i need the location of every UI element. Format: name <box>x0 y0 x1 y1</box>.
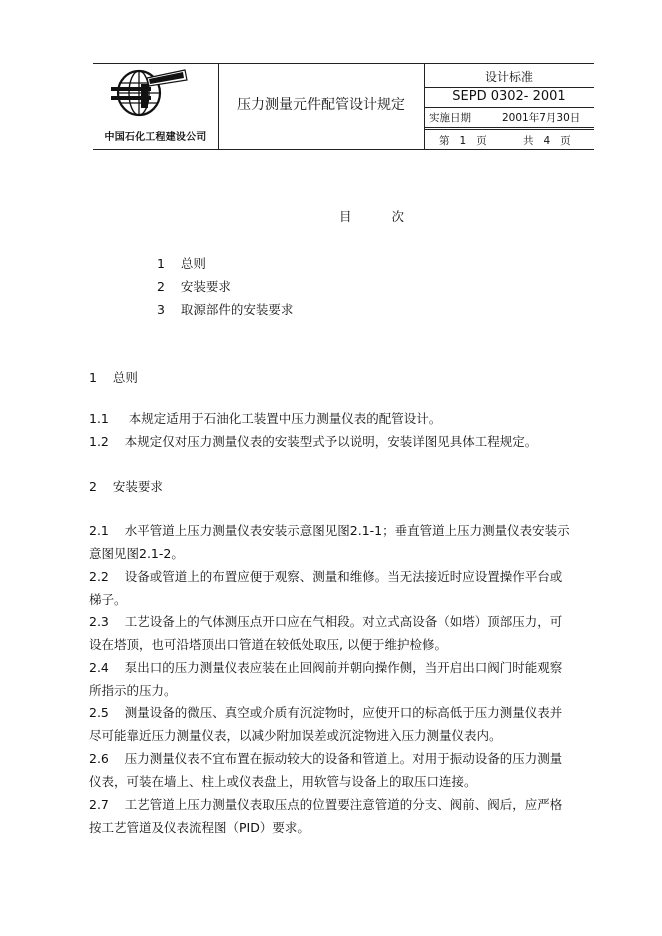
paragraph-line: 1.2 本规定仅对压力测量仪表的安装型式予以说明，安装详图见具体工程规定。 <box>89 434 538 449</box>
page-number: 第 1 页 <box>439 135 487 147</box>
header-divider <box>424 129 594 130</box>
paragraph-line: 2.1 水平管道上压力测量仪表安装示意图见图2.1-1；垂直管道上压力测量仪表安装示 <box>89 523 570 538</box>
document-header-table <box>93 63 594 150</box>
toc-title-left: 目 <box>339 209 352 224</box>
paragraph-line: 按工艺管道及仪表流程图（PID）要求。 <box>89 820 310 835</box>
toc-item: 1 总则 <box>157 256 206 271</box>
paragraph-line: 2.7 工艺管道上压力测量仪表取压点的位置要注意管道的分支、阀前、阀后，应严格 <box>89 797 563 812</box>
section-heading: 2 安装要求 <box>89 479 163 494</box>
toc-title <box>339 207 404 225</box>
paragraph-line: 2.2 设备或管道上的布置应便于观察、测量和维修。当无法接近时应设置操作平台或 <box>89 569 563 584</box>
paragraph-line: 2.4 泵出口的压力测量仪表应装在止回阀前并朝向操作侧，当开启出口阀门时能观察 <box>89 660 563 675</box>
toc-title-right: 次 <box>391 209 405 224</box>
standard-label: 设计标准 <box>484 70 533 84</box>
paragraph-line: 2.5 测量设备的微压、真空或介质有沉淀物时，应使开口的标高低于压力测量仪表并 <box>89 705 563 720</box>
paragraph-line: 意图见图2.1-2。 <box>89 546 184 561</box>
paragraph-line: 尽可能靠近压力测量仪表，以减少附加误差或沉淀物进入压力测量仪表内。 <box>89 728 502 743</box>
paragraph-line: 2.6 压力测量仪表不宜布置在振动较大的设备和管道上。对用于振动设备的压力测量 <box>89 751 563 766</box>
header-divider <box>424 87 594 88</box>
page-total: 共 4 页 <box>523 135 571 147</box>
implement-date-label: 实施日期 <box>429 112 471 124</box>
paragraph-line: 仪表，可装在墙上、柱上或仪表盘上，用软管与设备上的取压口连接。 <box>89 774 477 789</box>
paragraph-line: 2.3 工艺设备上的气体测压点开口应在气相段。对立式高设备（如塔）顶部压力，可 <box>89 614 563 629</box>
implement-date: 2001年7月30日 <box>502 112 581 124</box>
paragraph-line: 所指示的压力。 <box>89 683 177 698</box>
paragraph-line: 1.1 本规定适用于石油化工装置中压力测量仪表的配管设计。 <box>89 411 442 426</box>
sinopec-logo-icon <box>103 66 189 118</box>
standard-code: SEPD 0302- 2001 <box>452 89 566 104</box>
toc-item: 3 取源部件的安装要求 <box>157 302 294 317</box>
section-heading: 1 总则 <box>89 370 138 385</box>
paragraph-line: 梯子。 <box>89 592 127 607</box>
header-divider <box>424 107 594 108</box>
paragraph-line: 设在塔顶，也可沿塔顶出口管道在较低处取压, 以便于维护检修。 <box>89 637 447 652</box>
document-title: 压力测量元件配管设计规定 <box>237 97 405 113</box>
company-name: 中国石化工程建设公司 <box>104 132 207 143</box>
toc-item: 2 安装要求 <box>157 279 231 294</box>
